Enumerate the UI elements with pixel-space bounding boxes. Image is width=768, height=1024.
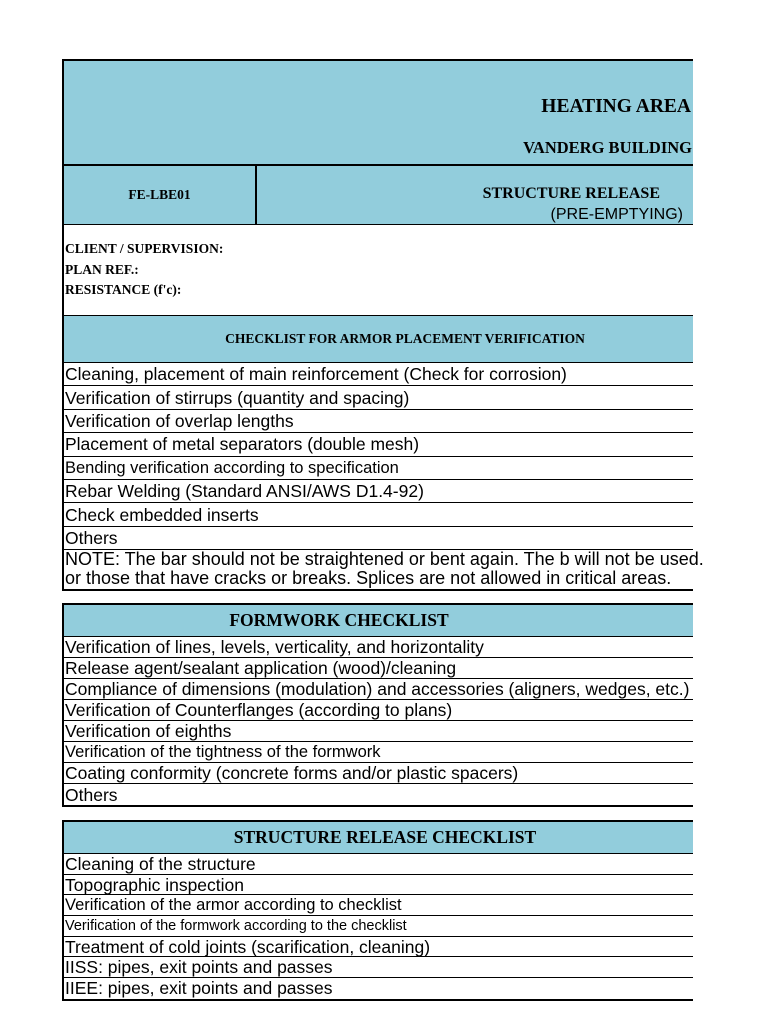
release-item: Topographic inspection	[64, 875, 693, 896]
armor-note	[64, 549, 704, 589]
structure-release-checklist-title: STRUCTURE RELEASE CHECKLIST	[64, 822, 693, 854]
form-header-and-armor-checklist	[62, 59, 704, 591]
document-subtitle: (PRE-EMPTYING)	[550, 206, 683, 223]
formwork-item: Release agent/sealant application (wood)/cleaning	[64, 658, 693, 679]
formwork-item: Others	[65, 784, 118, 805]
structure-release-checklist	[62, 820, 693, 1001]
armor-item: Bending verification according to specification	[64, 457, 693, 480]
release-item: Treatment of cold joints (scarification, cleaning)	[64, 937, 693, 958]
formwork-item: Verification of eighths	[64, 721, 693, 742]
building-name: VANDERG BUILDING	[523, 138, 692, 157]
release-item: Verification of the formwork according to the checklist	[64, 916, 693, 937]
armor-item: Verification of stirrups (quantity and spacing)	[64, 386, 693, 409]
formwork-item: Verification of the tightness of the formwork	[64, 742, 693, 763]
armor-item: Check embedded inserts	[64, 503, 693, 526]
document-title-cell	[257, 166, 693, 224]
title-banner	[64, 61, 693, 166]
formwork-item: Verification of lines, levels, verticality, and horizontality	[64, 637, 693, 658]
document-title: STRUCTURE RELEASE	[482, 185, 660, 202]
document-id-row	[64, 166, 693, 225]
formwork-item: Verification of Counterflanges (according to plans)	[64, 700, 693, 721]
armor-item: Placement of metal separators (double mesh)	[64, 433, 693, 456]
release-item: Verification of the armor according to checklist	[64, 895, 693, 916]
armor-checklist-title: CHECKLIST FOR ARMOR PLACEMENT VERIFICATION	[64, 316, 693, 363]
note-line: NOTE: The bar should not be straightened or bent again. The b will not be used.	[65, 549, 704, 570]
release-item: Cleaning of the structure	[64, 854, 693, 875]
form-code: FE-LBE01	[64, 166, 257, 224]
armor-item: Verification of overlap lengths	[64, 410, 693, 433]
resistance-label: RESISTANCE (f'c):	[65, 282, 182, 297]
note-line: or those that have cracks or breaks. Splices are not allowed in critical areas.	[65, 568, 672, 589]
armor-item: Others	[64, 527, 693, 550]
armor-item: Cleaning, placement of main reinforcement (Check for corrosion)	[64, 363, 693, 386]
client-supervision-label: CLIENT / SUPERVISION:	[65, 241, 224, 256]
formwork-item: Coating conformity (concrete forms and/or plastic spacers)	[64, 763, 693, 784]
formwork-item: Compliance of dimensions (modulation) and accessories (aligners, wedges, etc.)	[64, 679, 693, 700]
release-item: IIEE: pipes, exit points and passes	[65, 978, 333, 999]
project-info	[64, 225, 693, 316]
area-title: HEATING AREA	[541, 96, 691, 117]
formwork-checklist-title: FORMWORK CHECKLIST	[64, 605, 693, 637]
release-item: IISS: pipes, exit points and passes	[64, 957, 693, 978]
armor-item: Rebar Welding (Standard ANSI/AWS D1.4-92)	[64, 480, 693, 503]
plan-ref-label: PLAN REF.:	[65, 261, 139, 277]
formwork-checklist	[62, 603, 693, 807]
